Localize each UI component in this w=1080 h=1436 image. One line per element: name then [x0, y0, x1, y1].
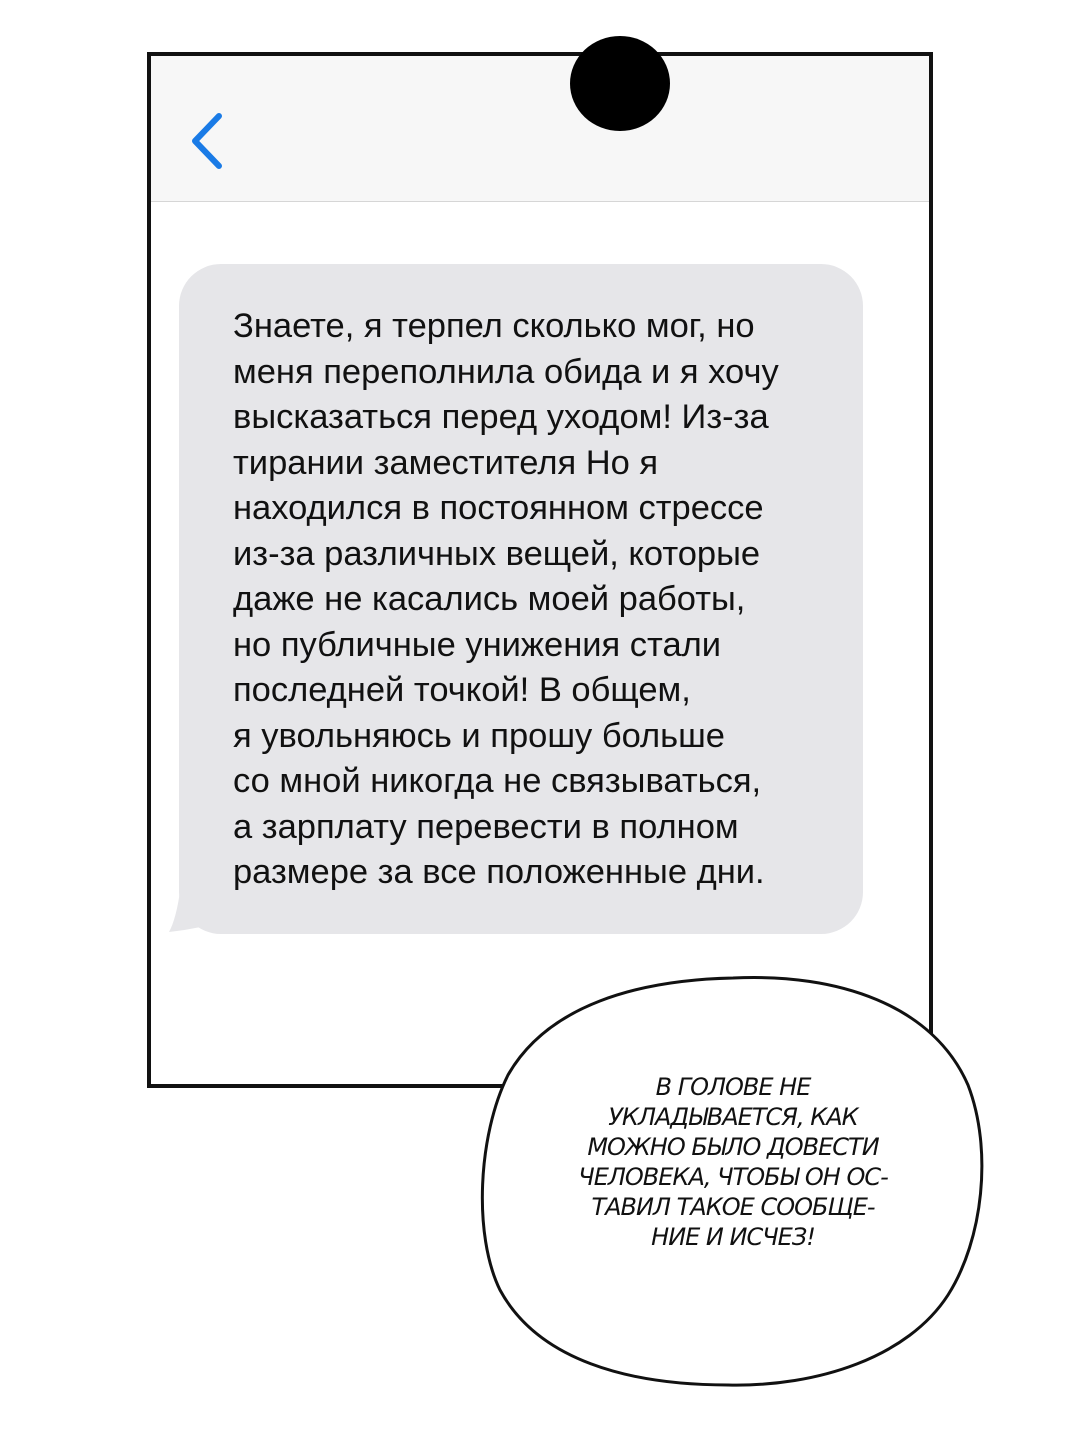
speech-balloon-text: В ГОЛОВЕ НЕ УКЛАДЫВАЕТСЯ, КАК МОЖНО БЫЛО ДОВЕСТИ ЧЕЛОВЕКА, ЧТОБЫ ОН ОС- ТАВИЛ ТАКОЕ СООБЩЕ- НИЕ И ИСЧЕЗ!	[578, 1073, 888, 1251]
navigation-bar	[151, 56, 929, 202]
message-thread	[151, 202, 929, 1084]
message-text: Знаете, я терпел сколько мог, но меня переполнила обида и я хочу высказаться перед уходом! Из-за тирании заместителя Но я находился в постоянном стрессе из-за различных вещей, которые даже не касались моей работы, но публичные унижения стали последней точкой! В общем, я увольняюсь и прошу больше со мной никогда не связываться, а зарплату перевести в полном размере за все положенные дни.	[233, 307, 779, 891]
phone-screen-frame	[147, 52, 933, 1088]
incoming-message[interactable]	[169, 264, 864, 939]
camera-notch	[570, 36, 670, 131]
chevron-left-icon	[179, 106, 239, 176]
back-button[interactable]	[179, 106, 239, 176]
speech-balloon	[478, 975, 988, 1390]
message-bubble	[179, 264, 863, 934]
